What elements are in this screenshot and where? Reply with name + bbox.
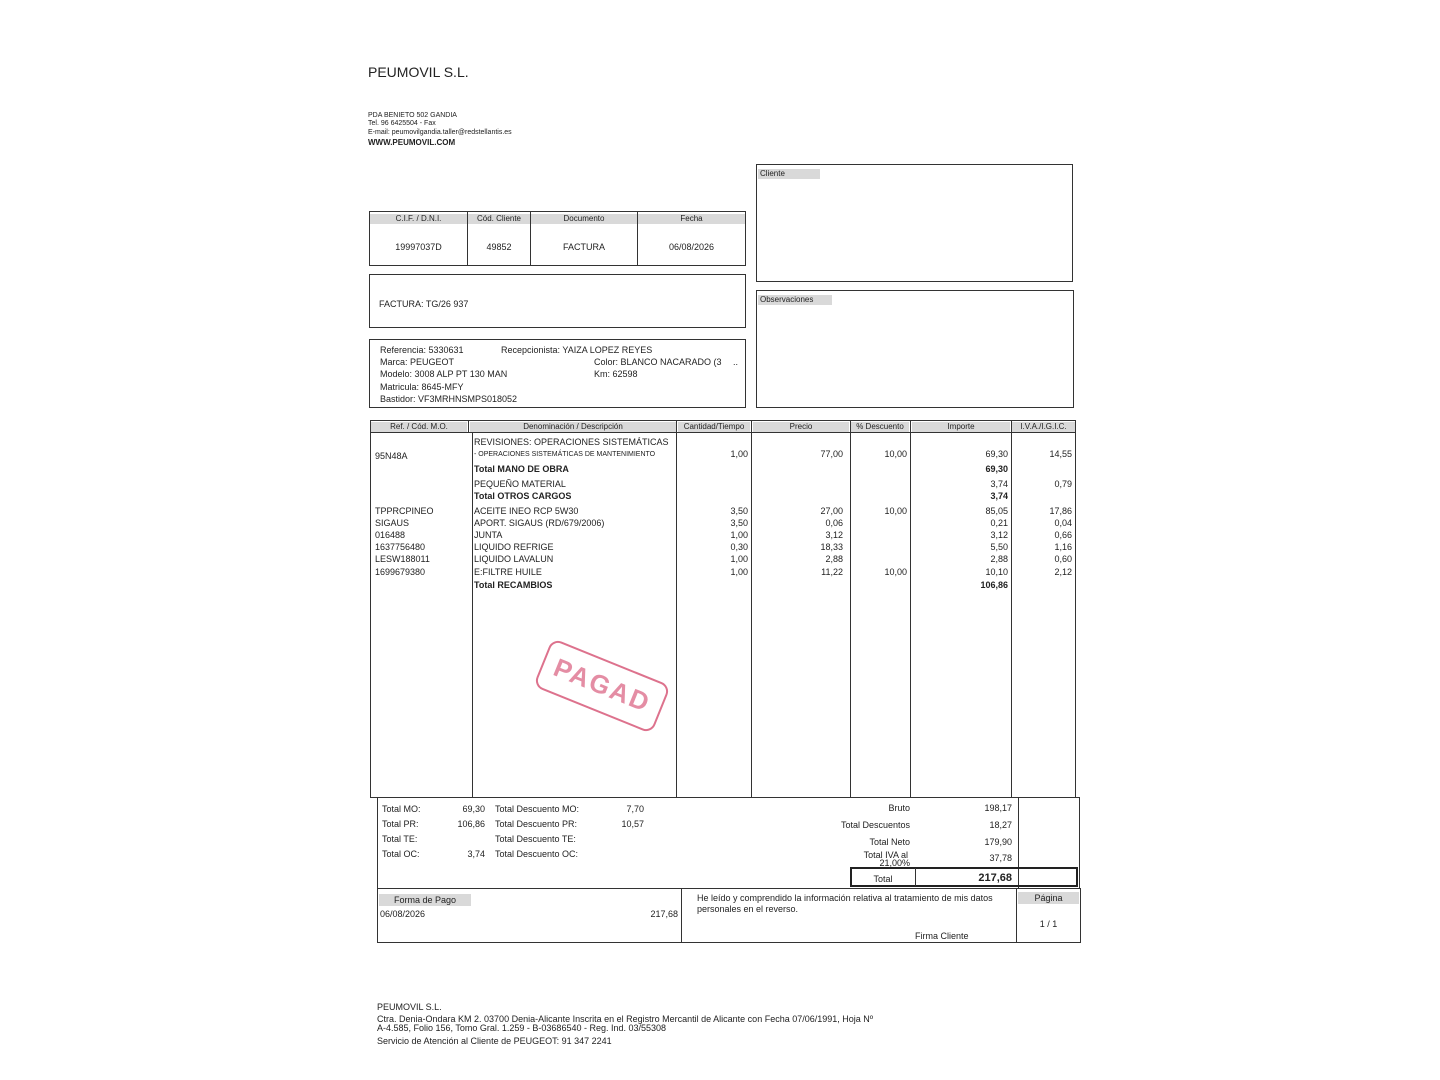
paid-stamp: PAGAD (533, 638, 671, 734)
row-vat: 14,55 (1049, 449, 1072, 459)
observaciones-label: Observaciones (758, 295, 832, 305)
observaciones-box (756, 290, 1074, 408)
total-label: Total PR: (382, 819, 419, 829)
total-iva-label: Total IVA al (863, 850, 908, 860)
row-discount: 10,00 (884, 506, 907, 516)
row-price: 18,33 (820, 542, 843, 552)
row-price: 11,22 (821, 567, 843, 577)
row-desc: ACEITE INEO RCP 5W30 (474, 506, 579, 516)
header-cif-value: 19997037D (395, 242, 442, 252)
header-col-cod-cliente: Cód. Cliente (468, 214, 530, 224)
row-vat: 0,66 (1054, 530, 1072, 540)
grand-total-label: Total (873, 874, 893, 884)
row-desc: Total OTROS CARGOS (474, 491, 572, 501)
lines-col-ref: Ref. / Cód. M.O. (371, 422, 467, 432)
bruto-value: 198,17 (984, 803, 1012, 813)
row-amount: 2,88 (990, 554, 1008, 564)
row-amount: 85,05 (985, 506, 1008, 516)
row-price: 3,12 (825, 530, 843, 540)
lines-col-discount: % Descuento (851, 422, 909, 432)
row-amount: 10,10 (985, 567, 1008, 577)
row-desc: LIQUIDO REFRIGE (474, 542, 554, 552)
header-col-fecha: Fecha (638, 214, 745, 224)
lines-col-qty: Cantidad/Tiempo (678, 422, 750, 432)
row-qty: 1,00 (730, 530, 748, 540)
header-documento-value: FACTURA (562, 242, 605, 252)
client-signature-label: Firma Cliente (915, 931, 969, 941)
total-discount-value: 10,57 (621, 819, 644, 829)
vehicle-km: Km: 62598 (594, 369, 638, 379)
total-iva-value: 37,78 (989, 853, 1012, 863)
header-cod-cliente-value: 49852 (486, 242, 512, 252)
row-amount: 5,50 (990, 542, 1008, 552)
total-discount-label: Total Descuento PR: (495, 819, 578, 829)
row-qty: 0,30 (730, 542, 748, 552)
lines-col-price: Precio (753, 422, 849, 432)
company-name: PEUMOVIL S.L. (368, 64, 469, 80)
row-amount: 3,74 (990, 491, 1008, 501)
row-discount: 10,00 (884, 567, 907, 577)
company-web: WWW.PEUMOVIL.COM (368, 138, 456, 147)
row-desc: Total RECAMBIOS (474, 580, 553, 590)
header-fecha-value: 06/08/2026 (668, 242, 715, 252)
total-discount-value: 7,70 (626, 804, 644, 814)
lines-col-desc: Denominación / Descripción (470, 422, 676, 432)
grand-total-value: 217,68 (978, 872, 1012, 884)
row-qty: 3,50 (730, 518, 748, 528)
bruto-label: Bruto (888, 803, 910, 813)
header-col-documento: Documento (531, 214, 637, 224)
total-iva-rate: 21,00% (879, 858, 910, 868)
row-desc: Total MANO DE OBRA (474, 464, 569, 474)
footer-line1: Ctra. Denia-Ondara KM 2. 03700 Denia-Alicante Inscrita en el Registro Mercantil de Alicante con Fecha 07/06/1991, Hoja Nº (377, 1014, 874, 1024)
row-price: 0,06 (825, 518, 843, 528)
row-vat: 2,12 (1054, 567, 1072, 577)
total-descuentos-label: Total Descuentos (840, 820, 910, 830)
vehicle-matricula: Matricula: 8645-MFY (380, 382, 464, 392)
row-desc: LIQUIDO LAVALUN (474, 554, 554, 564)
vehicle-bastidor: Bastidor: VF3MRHNSMPS018052 (380, 394, 518, 404)
privacy-notice-line1: He leído y comprendido la información relativa al tratamiento de mis datos (697, 893, 993, 903)
row-amount: 106,86 (980, 580, 1008, 590)
row-ref: 1637756480 (375, 542, 426, 552)
row-vat: 0,60 (1054, 554, 1072, 564)
row-discount: 10,00 (884, 449, 907, 459)
total-value: 3,74 (467, 849, 485, 859)
company-address: PDA BENIETO 502 GANDIA (368, 112, 457, 119)
row-price: 2,88 (825, 554, 843, 564)
row-qty: 3,50 (730, 506, 748, 516)
row-qty: 1,00 (730, 449, 748, 459)
total-value: 69,30 (462, 804, 485, 814)
row-qty: 1,00 (730, 567, 748, 577)
vehicle-referencia: Referencia: 5330631 (380, 345, 464, 355)
payment-amount: 217,68 (650, 909, 678, 919)
vehicle-color: Color: BLANCO NACARADO (3 (594, 357, 722, 367)
row-ref: SIGAUS (375, 518, 410, 528)
company-phone: Tel. 96 6425504 - Fax (368, 120, 436, 127)
client-box (756, 164, 1073, 282)
total-discount-label: Total Descuento MO: (495, 804, 580, 814)
client-label: Cliente (758, 169, 820, 179)
total-neto-label: Total Neto (869, 837, 910, 847)
row-ref: TPPRCPINEO (375, 506, 434, 516)
vehicle-recepcionista: Recepcionista: YAIZA LOPEZ REYES (501, 345, 653, 355)
row-amount: 0,21 (990, 518, 1008, 528)
row-vat: 17,86 (1049, 506, 1072, 516)
lines-col-vat: I.V.A./I.G.I.C. (1012, 422, 1075, 432)
row-ref: 016488 (375, 530, 406, 540)
row-vat: 0,04 (1054, 518, 1072, 528)
total-descuentos-value: 18,27 (989, 820, 1012, 830)
total-discount-label: Total Descuento OC: (495, 849, 579, 859)
total-label: Total MO: (382, 804, 421, 814)
company-email: E-mail: peumovilgandia.taller@redstellantis.es (368, 129, 512, 136)
vehicle-marca: Marca: PEUGEOT (380, 357, 455, 367)
row-desc: PEQUEÑO MATERIAL (474, 479, 566, 489)
row-desc: JUNTA (474, 530, 503, 540)
row-price: 77,00 (820, 449, 843, 459)
lines-col-amount: Importe (912, 422, 1010, 432)
row-desc: REVISIONES: OPERACIONES SISTEMÁTICAS (474, 437, 669, 447)
vehicle-modelo: Modelo: 3008 ALP PT 130 MAN (380, 369, 508, 379)
row-qty: 1,00 (730, 554, 748, 564)
lines-table (370, 420, 1076, 798)
page-number: 1 / 1 (1039, 919, 1058, 929)
row-desc: - OPERACIONES SISTEMÁTICAS DE MANTENIMIENTO (474, 451, 656, 458)
row-amount: 69,30 (985, 464, 1008, 474)
row-amount: 3,74 (990, 479, 1008, 489)
row-ref: LESW188011 (375, 554, 430, 564)
total-discount-label: Total Descuento TE: (495, 834, 576, 844)
row-ref: 1699679380 (375, 567, 426, 577)
footer-company-name: PEUMOVIL S.L. (377, 1002, 442, 1012)
footer-line3: Servicio de Atención al Cliente de PEUGEOT: 91 347 2241 (377, 1036, 612, 1046)
payment-label: Forma de Pago (379, 894, 471, 906)
total-neto-value: 179,90 (984, 837, 1012, 847)
invoice-number: FACTURA: TG/26 937 (379, 299, 469, 309)
row-vat: 1,16 (1054, 542, 1072, 552)
header-col-cif: C.I.F. / D.N.I. (370, 214, 467, 224)
row-amount: 69,30 (985, 449, 1008, 459)
row-price: 27,00 (820, 506, 843, 516)
total-label: Total TE: (382, 834, 418, 844)
payment-date: 06/08/2026 (380, 909, 426, 919)
footer-line2: A-4.585, Folio 156, Tomo Gral. 1.259 - B-03686540 - Reg. Ind. 03/55308 (377, 1023, 667, 1033)
row-amount: 3,12 (990, 530, 1008, 540)
row-desc: E:FILTRE HUILE (474, 567, 542, 577)
row-ref: 95N48A (375, 451, 408, 461)
row-vat: 0,79 (1054, 479, 1072, 489)
total-label: Total OC: (382, 849, 420, 859)
row-desc: APORT. SIGAUS (RD/679/2006) (474, 518, 605, 528)
vehicle-color-ellipsis: .. (733, 357, 739, 367)
privacy-notice-line2: personales en el reverso. (697, 904, 799, 914)
page-label: Página (1018, 892, 1079, 904)
total-value: 106,86 (457, 819, 485, 829)
